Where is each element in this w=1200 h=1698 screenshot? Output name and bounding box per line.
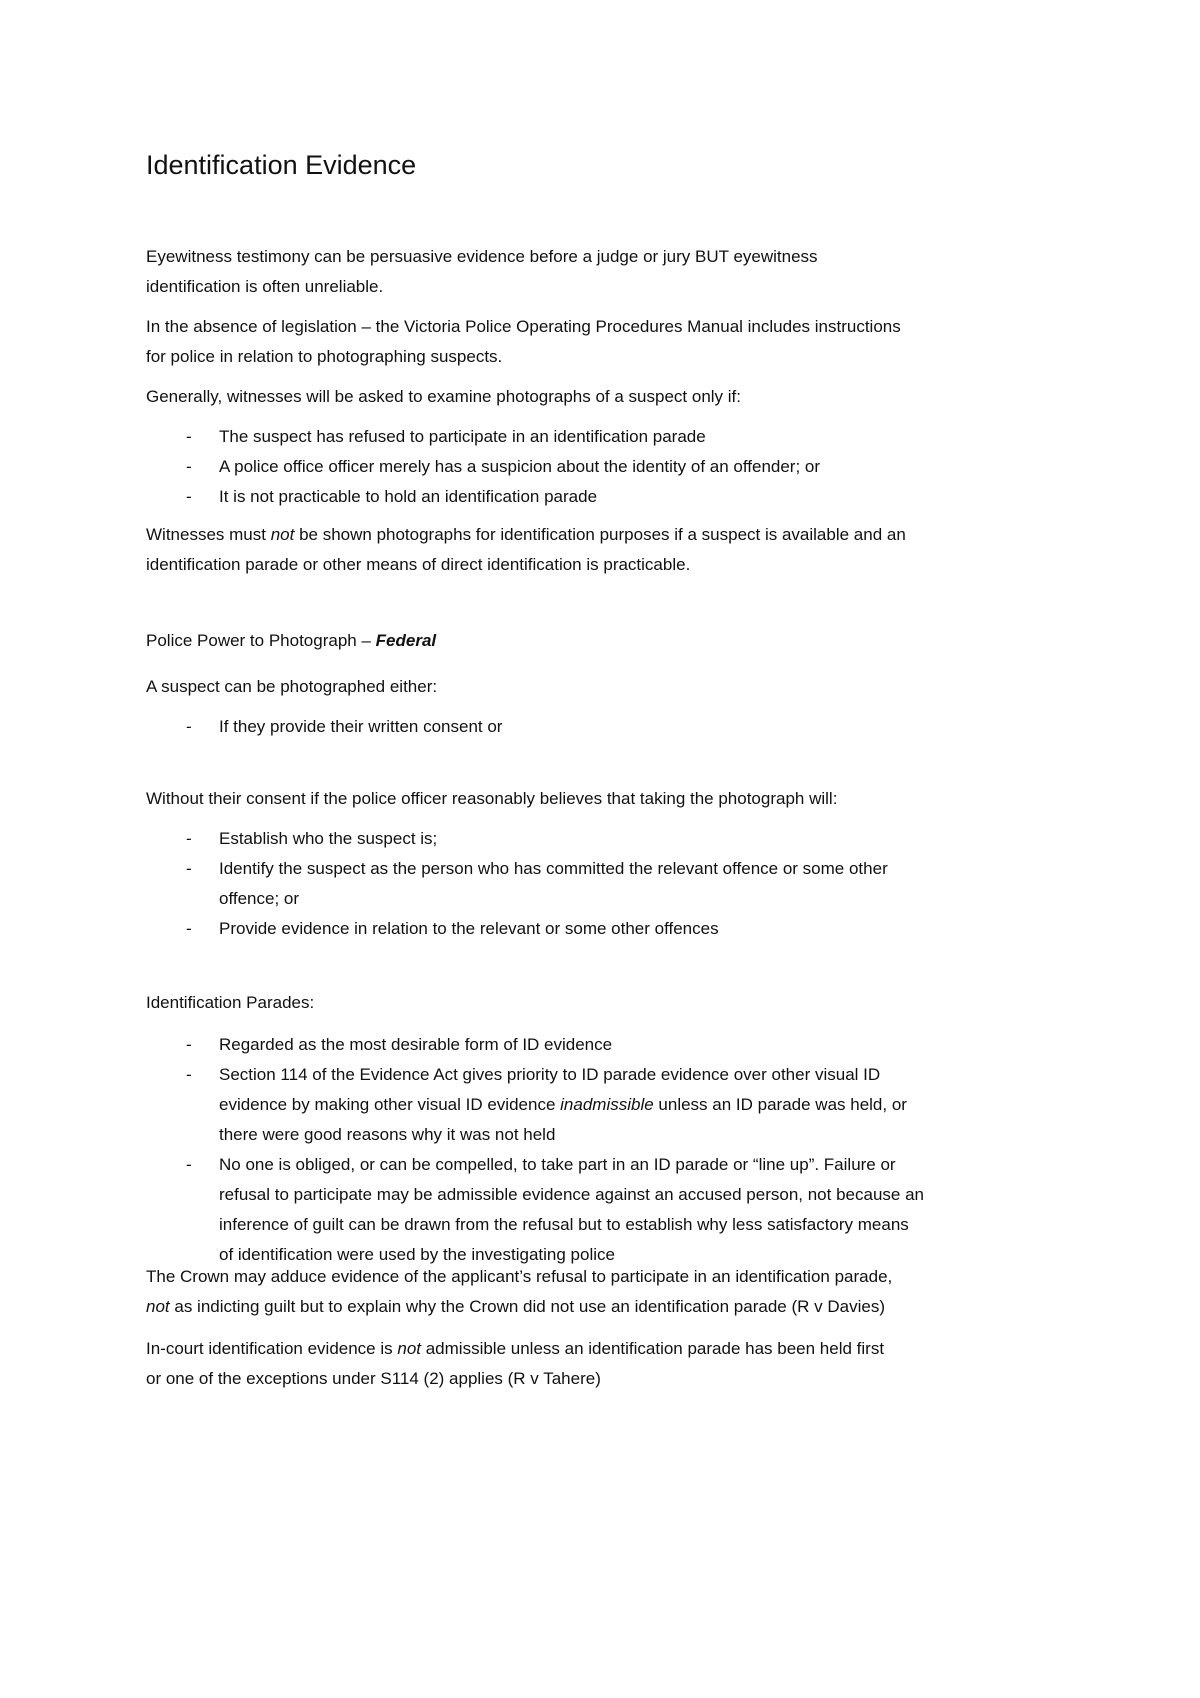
paragraph-witnesses-must-not: Witnesses must not be shown photographs for identification purposes if a suspect is available and an identification parade or other means of direct identification is practicable.: [146, 525, 906, 574]
paragraph-suspect-photographed: A suspect can be photographed either:: [146, 677, 438, 696]
emphasis-not: not: [146, 1297, 170, 1316]
bullet-dash: -: [186, 717, 192, 736]
emphasis-not: not: [397, 1339, 421, 1358]
list-item: - Identify the suspect as the person who has committed the relevant offence or some other offence; or: [146, 854, 1066, 914]
heading-identification-parades: Identification Parades:: [146, 993, 315, 1012]
emphasis-federal: Federal: [375, 631, 437, 650]
emphasis-inadmissible: inadmissible: [560, 1095, 654, 1114]
list-item: - Section 114 of the Evidence Act gives priority to ID parade evidence over other visual ID evidence by making other visual ID evidence inadmissible unless an ID parade was held, or there were good reasons why it was not held: [146, 1060, 1066, 1150]
list-item: - Provide evidence in relation to the relevant or some other offences: [146, 914, 1066, 944]
paragraph-legislation: In the absence of legislation – the Victoria Police Operating Procedures Manual includes instructions for police in relation to photographing suspects.: [146, 317, 901, 366]
list-officer-beliefs: [146, 824, 1066, 944]
paragraph-without-consent: Without their consent if the police officer reasonably believes that taking the photograph will:: [146, 789, 838, 808]
paragraph-crown-may-adduce: The Crown may adduce evidence of the applicant’s refusal to participate in an identification parade, not as indicting guilt but to explain why the Crown did not use an identification parade (R v Davies): [146, 1267, 893, 1316]
bullet-dash: -: [186, 427, 192, 446]
heading-police-power-federal: Police Power to Photograph – Federal: [146, 631, 437, 650]
list-item: - If they provide their written consent or: [146, 712, 1066, 742]
paragraph-eyewitness: Eyewitness testimony can be persuasive evidence before a judge or jury BUT eyewitness identification is often unreliable.: [146, 247, 818, 296]
list-item: - The suspect has refused to participate in an identification parade: [146, 422, 1066, 452]
bullet-dash: -: [186, 1065, 192, 1084]
document-title: Identification Evidence: [146, 150, 417, 180]
bullet-dash: -: [186, 1155, 192, 1174]
list-item: - Regarded as the most desirable form of ID evidence: [146, 1030, 1066, 1060]
bullet-dash: -: [186, 829, 192, 848]
list-item: - It is not practicable to hold an identification parade: [146, 482, 1066, 512]
list-item: - No one is obliged, or can be compelled, to take part in an ID parade or “line up”. Failure or refusal to participate may be admissible evidence against an accused person, not because an inference of guilt can be drawn from the refusal but to establish why less satisfactory means of identification were used by the investigating police: [146, 1150, 1066, 1270]
list-parades: [146, 1030, 1066, 1270]
bullet-dash: -: [186, 859, 192, 878]
bullet-dash: -: [186, 457, 192, 476]
list-photograph-conditions: [146, 422, 1066, 512]
bullet-dash: -: [186, 1035, 192, 1054]
list-item: - A police office officer merely has a suspicion about the identity of an offender; or: [146, 452, 1066, 482]
bullet-dash: -: [186, 487, 192, 506]
bullet-dash: -: [186, 919, 192, 938]
list-item: - Establish who the suspect is;: [146, 824, 1066, 854]
list-consent: [146, 712, 1066, 742]
paragraph-generally: Generally, witnesses will be asked to examine photographs of a suspect only if:: [146, 387, 741, 406]
paragraph-in-court-identification: In-court identification evidence is not admissible unless an identification parade has been held first or one of the exceptions under S114 (2) applies (R v Tahere): [146, 1339, 885, 1388]
emphasis-not: not: [270, 525, 295, 544]
